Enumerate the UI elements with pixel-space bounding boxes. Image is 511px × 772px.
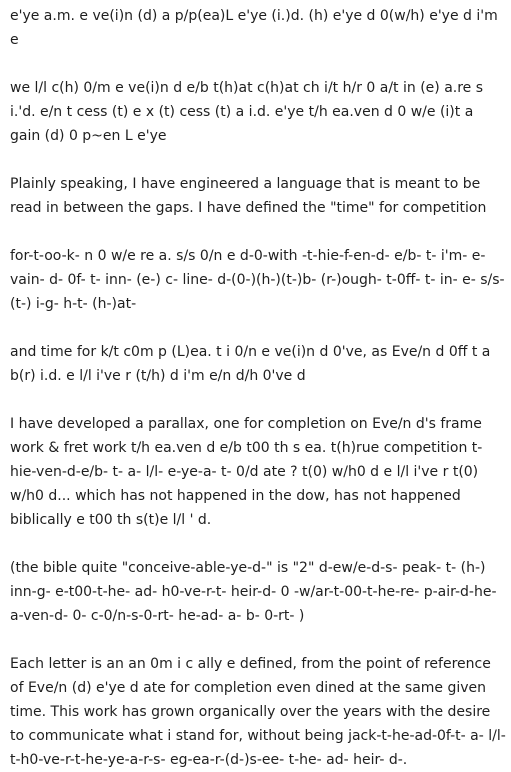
paragraph-1: e'ye a.m. e ve(i)n (d) a p/p(ea)L e'ye (i.)d. (h) e'ye d 0(w/h) e'ye d i'm e (10, 8, 498, 48)
paragraph-4: for-t-oo-k- n 0 w/e re a. s/s 0/n e d-0-with -t-hie-f-en-d- e/b- t- i'm- e-vain- d- 0f- t- inn- (e-) c- line- d-(0-)(h-)(t-)b- (r-)ough- t-0ff- t- in- e- s/s-(t-) i-g- h-t- (h-)at- (10, 248, 505, 312)
paragraph-2: we l/l c(h) 0/m e ve(i)n d e/b t(h)at c(h)at ch i/t h/r 0 a/t in (e) a.re s i.'d. e/n t cess (t) e x (t) cess (t) a i.d. e'ye t/h ea.ven d 0 w/e (i)t a gain (d) 0 p~en L e'ye (10, 80, 484, 144)
paragraph-8: Each letter is an an 0m i c ally e defined, from the point of reference of Eve/n (d) e'ye d ate for completion even dined at the same given time. This work has grown organically over the years with the desire to communicate what i stand for, without being jack-t-he-ad-0f-t- a- l/l- t-h0-ve-r-t-he-ye-a-r-s- eg-ea-r-(d-)s-ee- t-he- ad- heir- d-. (10, 656, 506, 768)
paragraph-3: Plainly speaking, I have engineered a language that is meant to be read in between the gaps. I have defined the "time" for competition (10, 176, 487, 216)
paragraph-5: and time for k/t c0m p (L)ea. t i 0/n e ve(i)n d 0've, as Eve/n d 0ff t a b(r) i.d. e l/l i've r (t/h) d i'm e/n d/h 0've d (10, 344, 491, 384)
paragraph-7: (the bible quite "conceive-able-ye-d-" is "2" d-ew/e-d-s- peak- t- (h-) inn-g- e-t00-t-he- ad- h0-ve-r-t- heir-d- 0 -w/ar-t-00-t-he-re- p-air-d-he-a-ven-d- 0- c-0/n-s-0-rt- he-ad- a- b- 0-rt- ) (10, 560, 497, 624)
paragraph-6: I have developed a parallax, one for completion on Eve/n d's frame work & fret work t/h ea.ven d e/b t00 th s ea. t(h)rue competition t-hie-ven-d-e/b- t- a- l/l- e-ye-a- t- 0/d ate ? t(0) w/h0 d e l/l i've r t(0) w/h0 d... which has not happened in the dow, has not happened biblically e t00 th s(t)e l/l ' d. (10, 416, 483, 528)
